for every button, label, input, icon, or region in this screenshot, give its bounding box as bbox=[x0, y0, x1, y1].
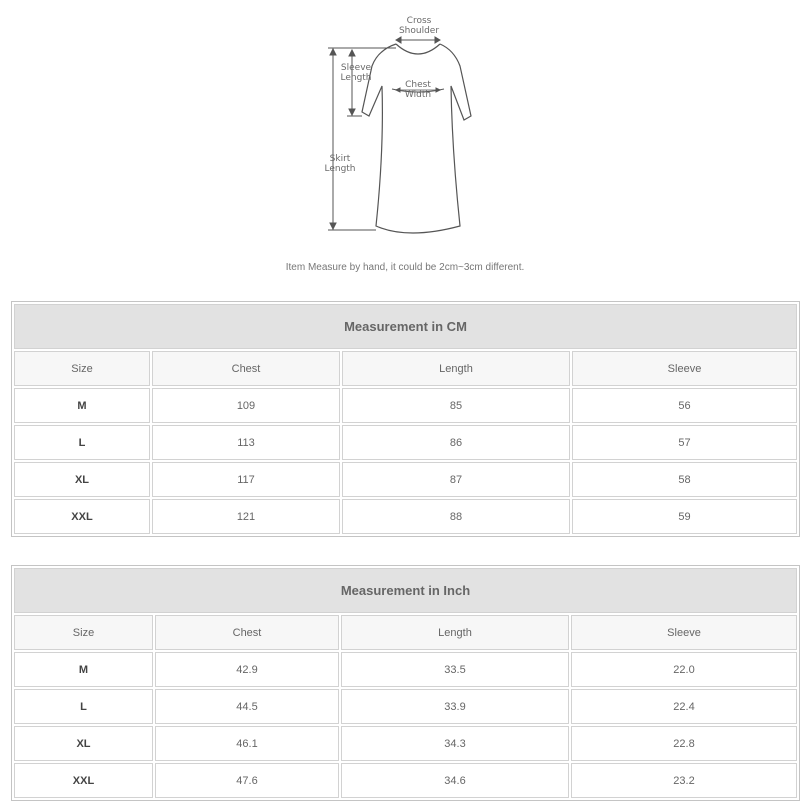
cm-header-length: Length bbox=[342, 351, 570, 386]
length-cell: 85 bbox=[342, 388, 570, 423]
dress-outline-icon bbox=[0, 0, 800, 290]
length-cell: 34.3 bbox=[341, 726, 569, 761]
table-row bbox=[14, 689, 797, 724]
chest-cell: 46.1 bbox=[155, 726, 339, 761]
skirt-length-label: Skirt Length bbox=[324, 154, 356, 174]
size-cell: XXL bbox=[14, 763, 153, 798]
cm-header-size: Size bbox=[14, 351, 150, 386]
inch-header-size: Size bbox=[14, 615, 153, 650]
size-cell: L bbox=[14, 689, 153, 724]
sleeve-cell: 22.0 bbox=[571, 652, 797, 687]
size-cell: XL bbox=[14, 462, 150, 497]
sleeve-length-label: Sleeve Length bbox=[340, 63, 372, 83]
size-cell: M bbox=[14, 652, 153, 687]
inch-table-title: Measurement in Inch bbox=[14, 568, 797, 613]
sleeve-cell: 22.8 bbox=[571, 726, 797, 761]
chest-cell: 113 bbox=[152, 425, 340, 460]
cm-size-table bbox=[11, 301, 800, 537]
measurement-note: Item Measure by hand, it could be 2cm~3cm different. bbox=[285, 262, 525, 273]
size-cell: L bbox=[14, 425, 150, 460]
chest-cell: 121 bbox=[152, 499, 340, 534]
length-cell: 33.5 bbox=[341, 652, 569, 687]
cm-header-chest: Chest bbox=[152, 351, 340, 386]
chest-cell: 47.6 bbox=[155, 763, 339, 798]
sleeve-cell: 58 bbox=[572, 462, 797, 497]
table-row bbox=[14, 652, 797, 687]
chest-cell: 109 bbox=[152, 388, 340, 423]
table-row bbox=[14, 726, 797, 761]
inch-header-length: Length bbox=[341, 615, 569, 650]
sleeve-cell: 57 bbox=[572, 425, 797, 460]
table-row bbox=[14, 499, 797, 534]
inch-header-sleeve: Sleeve bbox=[571, 615, 797, 650]
cm-table-title: Measurement in CM bbox=[14, 304, 797, 349]
length-cell: 86 bbox=[342, 425, 570, 460]
table-row bbox=[14, 763, 797, 798]
sleeve-cell: 56 bbox=[572, 388, 797, 423]
length-cell: 33.9 bbox=[341, 689, 569, 724]
sleeve-cell: 59 bbox=[572, 499, 797, 534]
size-cell: XXL bbox=[14, 499, 150, 534]
length-cell: 87 bbox=[342, 462, 570, 497]
inch-header-chest: Chest bbox=[155, 615, 339, 650]
sleeve-cell: 23.2 bbox=[571, 763, 797, 798]
chest-width-label: Chest Width bbox=[404, 80, 432, 100]
table-row bbox=[14, 462, 797, 497]
size-cell: XL bbox=[14, 726, 153, 761]
sleeve-cell: 22.4 bbox=[571, 689, 797, 724]
cm-header-sleeve: Sleeve bbox=[572, 351, 797, 386]
chest-cell: 117 bbox=[152, 462, 340, 497]
table-row bbox=[14, 388, 797, 423]
table-row bbox=[14, 425, 797, 460]
chest-cell: 44.5 bbox=[155, 689, 339, 724]
chest-cell: 42.9 bbox=[155, 652, 339, 687]
cross-shoulder-label: Cross Shoulder bbox=[398, 16, 440, 36]
inch-size-table bbox=[11, 565, 800, 801]
length-cell: 88 bbox=[342, 499, 570, 534]
length-cell: 34.6 bbox=[341, 763, 569, 798]
size-cell: M bbox=[14, 388, 150, 423]
dress-diagram bbox=[0, 0, 800, 290]
